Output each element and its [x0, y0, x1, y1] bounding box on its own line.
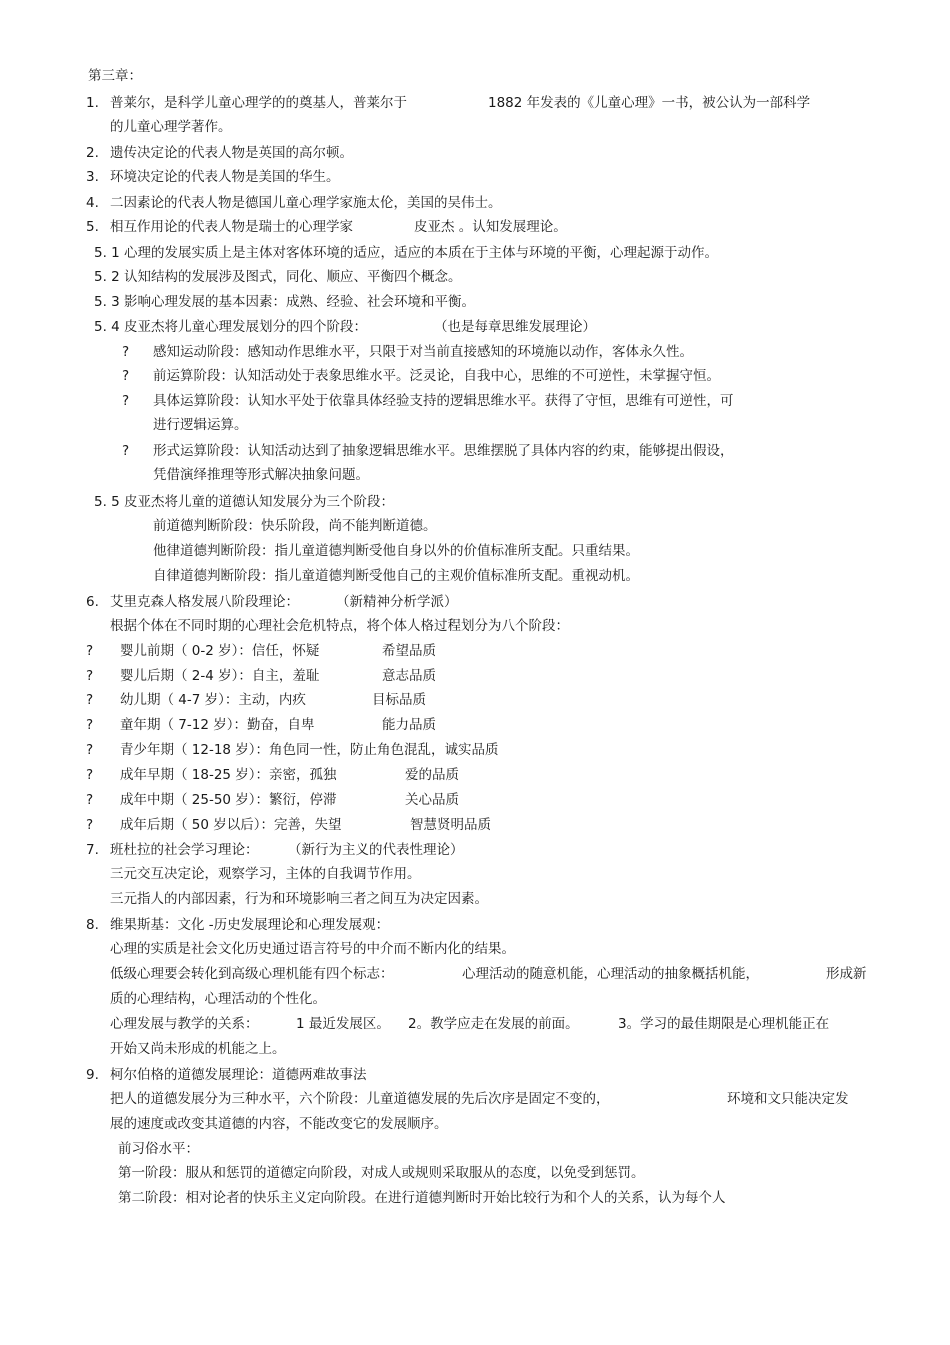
bullet-marker: ? — [86, 692, 94, 708]
section-6-text-a: 艾里克森人格发展八阶段理论： — [110, 594, 299, 610]
section-9-stage-2: 第二阶段：相对论者的快乐主义定向阶段。在进行道德判断时开始比较行为和个人的关系，认为每个人 — [118, 1190, 726, 1206]
erikson-virtue-young-adult: 爱的品质 — [405, 767, 459, 783]
section-8-line-2-continuation: 质的心理结构，心理活动的个性化。 — [110, 991, 326, 1007]
bullet-marker: ? — [86, 817, 94, 833]
piaget-stage-concrete-continuation: 进行逻辑运算。 — [153, 417, 248, 433]
section-9-line-1-b: 环境和文只能决定发 — [727, 1091, 849, 1107]
piaget-stage-formal-continuation: 凭借演绎推理等形式解决抽象问题。 — [153, 467, 369, 483]
moral-stage-heteronomous: 他律道德判断阶段：指儿童道德判断受他自身以外的价值标准所支配。只重结果。 — [153, 543, 639, 559]
section-6-number: 6. — [86, 594, 99, 610]
section-7-text-a: 班杜拉的社会学习理论： — [110, 842, 259, 858]
subsection-5-3: 5. 3 影响心理发展的基本因素：成熟、经验、社会环境和平衡。 — [94, 294, 476, 310]
bullet-marker: ? — [122, 344, 130, 360]
subsection-5-5: 5. 5 皮亚杰将儿童的道德认知发展分为三个阶段： — [94, 494, 395, 510]
section-8-number: 8. — [86, 917, 99, 933]
section-8-line-3-a: 心理发展与教学的关系： — [110, 1016, 259, 1032]
section-4-text: 二因素论的代表人物是德国儿童心理学家施太伦，美国的吴伟士。 — [110, 195, 502, 211]
section-9-number: 9. — [86, 1067, 99, 1083]
section-7-line-1: 三元交互决定论，观察学习，主体的自我调节作用。 — [110, 866, 421, 882]
erikson-stage-late-adult: 成年后期（ 50 岁以后）：完善，失望 — [120, 817, 342, 833]
section-3-text: 环境决定论的代表人物是美国的华生。 — [110, 169, 340, 185]
erikson-stage-toddler: 婴儿后期（ 2-4 岁）：自主，羞耻 — [120, 668, 320, 684]
section-5-number: 5. — [86, 219, 99, 235]
erikson-virtue-school-age: 能力品质 — [382, 717, 436, 733]
bullet-marker: ? — [86, 717, 94, 733]
erikson-stage-middle-adult: 成年中期（ 25-50 岁）：繁衍，停滞 — [120, 792, 337, 808]
section-7-line-2: 三元指人的内部因素，行为和环境影响三者之间互为决定因素。 — [110, 891, 488, 907]
section-1-text-a: 普莱尔，是科学儿童心理学的的奠基人，普莱尔于 — [110, 95, 407, 111]
bullet-marker: ? — [86, 792, 94, 808]
section-6-intro: 根据个体在不同时期的心理社会危机特点，将个体人格过程划分为八个阶段： — [110, 618, 569, 634]
piaget-stage-formal: 形式运算阶段：认知活动达到了抽象逻辑思维水平。思维摆脱了具体内容的约束，能够提出假设， — [153, 443, 734, 459]
section-5-text-b: 皮亚杰 。认知发展理论。 — [414, 219, 567, 235]
subsection-5-2: 5. 2 认知结构的发展涉及图式，同化、顺应、平衡四个概念。 — [94, 269, 462, 285]
section-7-text-b: （新行为主义的代表性理论） — [288, 842, 464, 858]
section-9-line-1-a: 把人的道德发展分为三种水平，六个阶段：儿童道德发展的先后次序是固定不变的， — [110, 1091, 610, 1107]
section-8-line-2-a: 低级心理要会转化到高级心理机能有四个标志： — [110, 966, 394, 982]
section-9-line-1-continuation: 展的速度或改变其道德的内容，不能改变它的发展顺序。 — [110, 1116, 448, 1132]
erikson-virtue-early-childhood: 目标品质 — [372, 692, 426, 708]
erikson-virtue-infancy: 希望品质 — [382, 643, 436, 659]
erikson-stage-adolescence: 青少年期（ 12-18 岁）：角色同一性，防止角色混乱，诚实品质 — [120, 742, 499, 758]
section-9-level-heading: 前习俗水平： — [118, 1141, 199, 1157]
bullet-marker: ? — [122, 368, 130, 384]
subsection-5-4-b: （也是每章思维发展理论） — [434, 319, 596, 335]
section-8-line-1: 心理的实质是社会文化历史通过语言符号的中介而不断内化的结果。 — [110, 941, 515, 957]
section-8-line-2-c: 形成新 — [826, 966, 867, 982]
bullet-marker: ? — [122, 393, 130, 409]
section-8-line-3-b: 1 最近发展区。 — [296, 1016, 390, 1032]
section-1-continuation: 的儿童心理学著作。 — [110, 119, 232, 135]
piaget-stage-sensorimotor: 感知运动阶段：感知动作思维水平，只限于对当前直接感知的环境施以动作，客体永久性。 — [153, 344, 693, 360]
erikson-virtue-late-adult: 智慧贤明品质 — [410, 817, 491, 833]
section-8-line-3-continuation: 开始又尚未形成的机能之上。 — [110, 1041, 286, 1057]
section-4-number: 4. — [86, 195, 99, 211]
piaget-stage-concrete: 具体运算阶段：认知水平处于依靠具体经验支持的逻辑思维水平。获得了守恒，思维有可逆性，可 — [153, 393, 734, 409]
bullet-marker: ? — [86, 767, 94, 783]
subsection-5-4-a: 5. 4 皮亚杰将儿童心理发展划分的四个阶段： — [94, 319, 368, 335]
moral-stage-autonomous: 自律道德判断阶段：指儿童道德判断受他自己的主观价值标准所支配。重视动机。 — [153, 568, 639, 584]
chapter-heading: 第三章： — [88, 68, 142, 84]
section-2-text: 遗传决定论的代表人物是英国的高尔顿。 — [110, 145, 353, 161]
erikson-virtue-toddler: 意志品质 — [382, 668, 436, 684]
erikson-stage-infancy: 婴儿前期（ 0-2 岁）：信任，怀疑 — [120, 643, 320, 659]
moral-stage-pre: 前道德判断阶段：快乐阶段，尚不能判断道德。 — [153, 518, 437, 534]
section-7-number: 7. — [86, 842, 99, 858]
bullet-marker: ? — [86, 742, 94, 758]
section-5-text-a: 相互作用论的代表人物是瑞士的心理学家 — [110, 219, 353, 235]
section-8-text: 维果斯基：文化 -历史发展理论和心理发展观： — [110, 917, 390, 933]
section-8-line-3-c: 2。教学应走在发展的前面。 — [408, 1016, 579, 1032]
section-1-text-b: 1882 年发表的《儿童心理》一书，被公认为一部科学 — [488, 95, 811, 111]
section-8-line-3-d: 3。学习的最佳期限是心理机能正在 — [618, 1016, 830, 1032]
erikson-virtue-middle-adult: 关心品质 — [405, 792, 459, 808]
piaget-stage-preoperational: 前运算阶段：认知活动处于表象思维水平。泛灵论，自我中心，思维的不可逆性，未掌握守恒。 — [153, 368, 720, 384]
section-8-line-2-b: 心理活动的随意机能，心理活动的抽象概括机能， — [462, 966, 759, 982]
section-3-number: 3. — [86, 169, 99, 185]
section-1-number: 1. — [86, 95, 99, 111]
bullet-marker: ? — [86, 643, 94, 659]
erikson-stage-young-adult: 成年早期（ 18-25 岁）：亲密，孤独 — [120, 767, 337, 783]
bullet-marker: ? — [86, 668, 94, 684]
section-9-text: 柯尔伯格的道德发展理论：道德两难故事法 — [110, 1067, 367, 1083]
section-9-stage-1: 第一阶段：服从和惩罚的道德定向阶段，对成人或规则采取服从的态度，以免受到惩罚。 — [118, 1165, 645, 1181]
section-2-number: 2. — [86, 145, 99, 161]
section-6-text-b: （新精神分析学派） — [336, 594, 458, 610]
erikson-stage-school-age: 童年期（ 7-12 岁）：勤奋，自卑 — [120, 717, 315, 733]
erikson-stage-early-childhood: 幼儿期（ 4-7 岁）：主动，内疚 — [120, 692, 306, 708]
subsection-5-1: 5. 1 心理的发展实质上是主体对客体环境的适应，适应的本质在于主体与环境的平衡，心理起源于动作。 — [94, 245, 719, 261]
bullet-marker: ? — [122, 443, 130, 459]
